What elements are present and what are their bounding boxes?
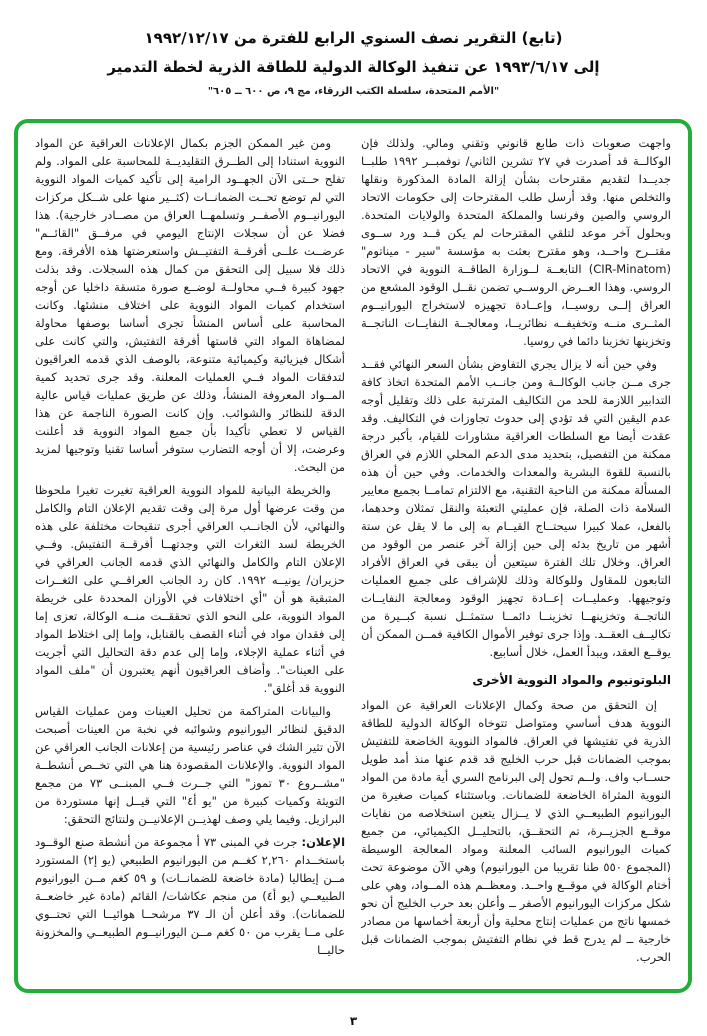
paragraph: والخريطة البيانية للمواد النووية العراقية تغيرت تغيرا ملحوظا من وقت عرضها أول مرة إلى وقت تقديم الإعلان التام والكامل والنهائي، لأن الجانــب العراقي أجرى تنقيحات مختلفة على هذه الخريطة لسد الثغرات التي وجدتهــا أفرقــة التفتيش. وفــي الإعلان التام والكامل والنهائي الذي قدمه الجانب العراقي في حزيران/ يونيــه ١٩٩٢. كان رد الجانب العراقــي على الثغــرات المتبقية هو أن "أي اختلافات في الأوزان المحددة على خريطة المواد النووية، على النحو الذي تحققــت منــه الوكالة، تعزى إما إلى فقدان مواد في أثناء القصف بالقنابل، وإما إلى اختلاط المواد في أثناء عملية الإجلاء، وإما إلى عدم دقة التحاليل التي أجريت على العينات". وأضاف العراقيون أنهم يعتبرون أن "ملف المواد النووية قد أغلق". bbox=[35, 483, 345, 695]
report-title-line-1: (تابع) التقرير نصف السنوي الرابع للفترة من ١٩٩٢/١٢/١٧ bbox=[144, 29, 563, 47]
paragraph: وفي حين أنه لا يزال يجري التفاوض بشأن السعر النهائي فقــد جرى مــن جانب الوكالــة ومن جانــب الأمم المتحدة اتخاذ كافة التدابير اللازمة للحد من التكاليف المترتبة على ذلك وتقليل أوجه عدم اليقين التي قد تؤدي إلى حدوث تجاوزات في التكاليف. وقد عقدت أيضا مع السلطات العراقية مشاورات للقيام، بأكبر درجة ممكنة من التفصيل، بتحديد مدى الدعم المحلي اللازم في العراق بالنسبة للقوة البشرية والمعدات والخدمات. وفي حين أن هذه المسألة ممكنة من الناحية التقنية، مع الالتزام تمامــا بجميع معايير السلامة ذات الصلة، فإن عمليتي التعبئة والنقل تمثلان وحدهما، بالفعل، عملا كبيرا سيحتــاج القيــام به إلى ما لا يقل عن ستة أشهر من تاريخ بدئه إلى حين إزالة آخر عنصر من الوقود من العراق. وخلال تلك الفترة سيتعين أن يبقى في العراق الأفراد التابعون للمقاول وللوكالة وذلك للإشراف على جميع العمليات وتوجيهها. وعمليــات إعــادة تجهيز الوقود ومعالجة النفايــات الناتجــة وتخزينهــا تخزينــا دائمــا ستمثــل نسبة كبــيرة من تكاليــف العقــد. وإذا جرى توفير الأموال الكافية فمــن الممكن أن يوقــع العقد، ويبدأ العمل، خلال أسابيع. bbox=[361, 357, 671, 659]
paragraph: ومن غير الممكن الجزم بكمال الإعلانات العراقية عن المواد النووية استنادا إلى الطــرق التقليديــة للمحاسبة على المواد. ولم تفلح حــتى الآن الجهــود الرامية إلى تأكيد كميات المواد النووية التي لم توضع تحــت الضمانــات (كثــير منها على شــكل مركزات اليورانيــوم الأصفــر وتسلمهــا العراق من مصــادر خارجية). هذا فضلا عن أن سجلات الإنتاج اليومي في مرفــق "القائــم" عرضــت علــى أفرقــة التفتيــش واستعرضتها هذه الأفرقة. ومع ذلك فلا سبيل إلى التحقق من كمال هذه السجلات. وقد بذلت جهود كبيرة فــي محاولــة لوضــع صورة متسقة داخليا عن أوجه استخدام كميات المواد النووية على اختلاف منشئها. وكانت المحاسبة على أساس المنشأ تجرى أساسا بوصفها محاولة لمضاهاة المواد التي قاستها أفرقة التفتيش، والتي كانت على أشكال فيزيائية وكيميائية متنوعة، بالوصف الذي قدمه العراقيون لتدفقات المواد فــي العمليات المعلنة. وقد جرى تحديد كمية المــواد المعروفة المنشأ، وذلك عن طريق عمليات قياس عالية الدقة للنظائر والشوائب. وإن كانت الصورة الناجمة عن هذا القياس لا تعطي تأكيدا بأن جميع المواد النووية قد أعلنت وعرضت، إلا أن أوجه التضارب ستوفر أساسا تقنيا وتوجيها لمزيد من البحث. bbox=[35, 136, 345, 474]
paragraph: إن التحقق من صحة وكمال الإعلانات العراقية عن المواد النووية هدف أساسي ومتواصل تتوخاه الوكالة الدولية للطاقة الذرية في تفتيشها في العراق. فالمواد النووية الخاضعة للتفتيش بموجب الضمانات قبل حرب الخليج قد قدم عنها منذ أمد طويل حســاب واف. ولــم تحول إلى البرنامج السري أية مادة من المواد النووية المثراة الخاضعة للضمانات. وباستثناء كميات صغيرة من اليورانيوم الطبيعــي الذي لا يــزال يتعين استخلاصه من نفايات موقــع الجزيــرة، تم التحقــق، بالتحليــل الكيميائي، من جميع كميات اليورانيوم السائب المعلنة ومواد المعالجة الوسيطة (المجموع ٥٥٠ طنا تقريبا من اليورانيوم) وهي الآن موضوعة تحت أختام الوكالة في موقــع واحــد. ومعظــم هذه المــواد، وهي على شكل مركزات اليورانيوم الأصفر ــ وأعلن بعد حرب الخليج أن نحو خمسها ناتج من عمليات إنتاج محلية وأن أربعة أخماسها من مصادر خارجية ــ لم يدرج قط في نظام التفتيش بموجب الضمانات قبل الحرب. bbox=[361, 698, 671, 964]
paragraph: والبيانات المتراكمة من تحليل العينات ومن عمليات القياس الدقيق لنظائر اليورانيوم وشوائبه في نخبة من العينات أصبحت الآن تثير الشك في عناصر رئيسية من إعلانات الجانب العراقي عن المواد النووية. والإعلانات المقصودة هنا هي التي تخــص أنشطــة "مشــروع ٣٠ تموز" التي جــرت فــي المبنــى ٧٣ من مجمع التويثة وكميات كبيرة من "يو أ٤" التي قيــل إنها مستوردة من البرازيل. وفيما يلي وصف لهذيــن الإعلانيــن ولنتائج التحقق: bbox=[35, 704, 345, 826]
report-title-line-2: إلى ١٩٩٣/٦/١٧ عن تنفيذ الوكالة الدولية للطاقة الذرية لخطة التدمير bbox=[107, 58, 600, 76]
page-number: ٣ bbox=[349, 1014, 358, 1028]
column-left bbox=[35, 134, 345, 981]
green-border-frame bbox=[14, 119, 692, 993]
section-heading-plutonium: البلوتونيوم والمواد النووية الأخرى bbox=[472, 673, 671, 687]
declaration-label: الإعلان: bbox=[301, 835, 345, 849]
declaration-paragraph bbox=[35, 833, 345, 959]
two-column-text-area bbox=[18, 123, 688, 989]
paragraph: واجهت صعوبات ذات طابع قانوني وتقني ومالي. ولذلك فإن الوكالــة قد أصدرت في ٢٧ تشرين الثاني/ نوفمبــر ١٩٩٢ طلبــا جديــدا لتقديم مقترحات بشأن إزالة المادة المذكورة ونقلها والتخلص منها. وقد أرسل طلب المقترحات إلى حكومات الاتحاد الروسي والصين وفرنسا والمملكة المتحدة والولايات المتحدة. وبحلول آخر موعد لتلقي المقترحات لم يكن قــد ورد ســوى مقتــرح واحــد، وهو مقترح بعثت به مؤسسة "سير - ميناتوم" (CIR-Minatom) التابعــة لــوزارة الطاقــة النووية في الاتحاد الروسي. وهذا العــرض الروســي تضمن نقــل الوقود المشعع من العراق إلــى روسيــا، وإعــادة تجهيزه لاستخراج اليورانيــوم المثــرى منــه وتخفيفــه نظائريــا، ومعالجــة النفايــات الناتجــة وتخزينها تخزينا دائما في روسيا. bbox=[361, 136, 671, 348]
column-right bbox=[361, 134, 671, 981]
page-header bbox=[0, 24, 707, 100]
declaration-text: جرت في المبنى ٧٣ أ مجموعة من أنشطة صنع الوقــود باستخــدام ٢,٢٦٠ كغــم من اليورانيوم الطبيعي (يو إ٢) المستورد مــن إيطاليا (مادة خاضعة للضمانــات) و ٥٩ كغم مــن اليورانيوم الطبيعــي (يو أ٤) من منجم عكاشات/ القائم (مادة غير خاضعــة للضمانات). وقد أعلن أن الـ ٣٧ مرشحــا هوائيــا التي تحتــوي على مــا يقرب من ٥٠ كغم مــن اليورانيــوم الطبيعــي والمخزونة حاليــا bbox=[35, 835, 345, 957]
source-citation: "الأمم المتحدة، سلسلة الكتب الزرقاء، مج ٩، ص ٦٠٠ ــ ٦٠٥" bbox=[207, 86, 500, 97]
